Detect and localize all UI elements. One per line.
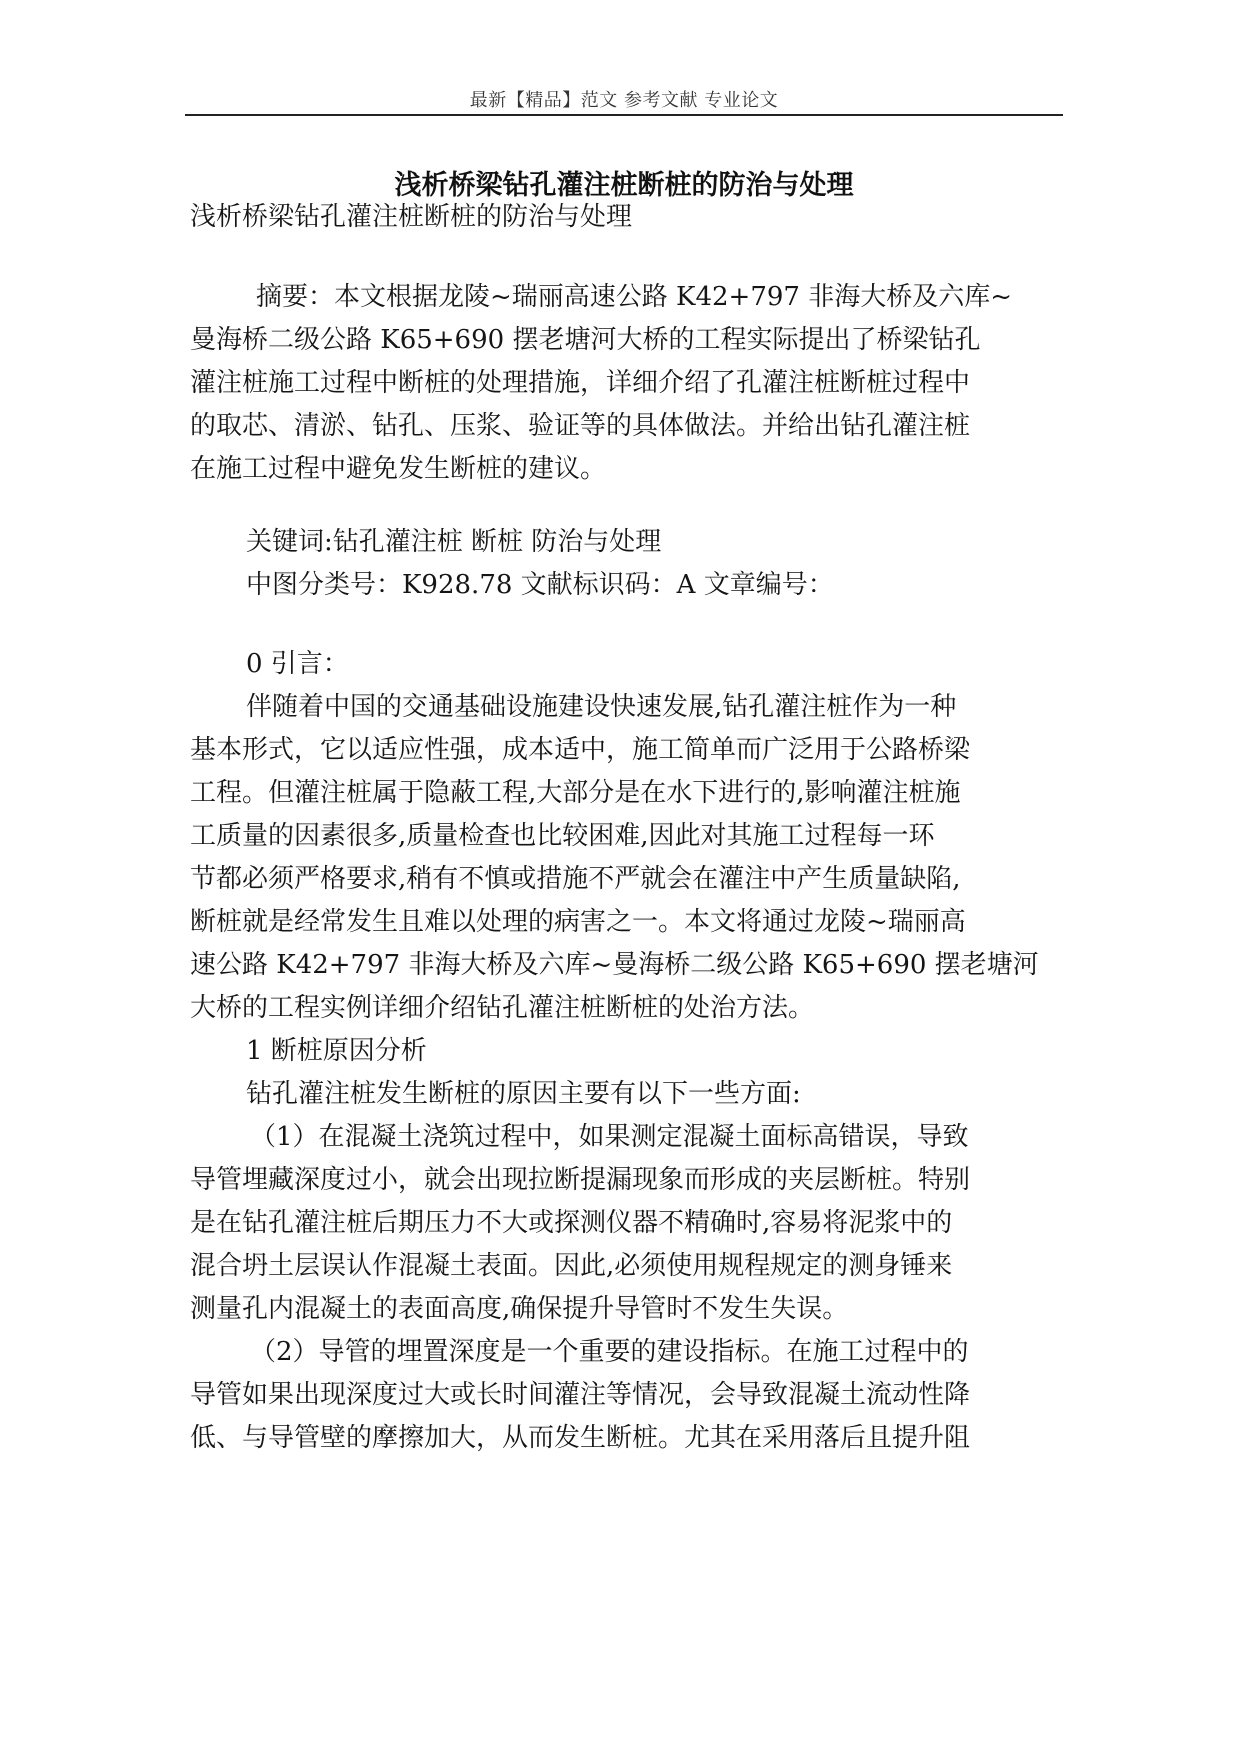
intro-line: 大桥的工程实例详细介绍钻孔灌注桩断桩的处治方法。 <box>190 993 815 1023</box>
classification-line: 中图分类号：K928.78 文献标识码：A 文章编号： <box>246 570 834 600</box>
abstract-line: 摘要：本文根据龙陵~瑞丽高速公路 K42+797 非海大桥及六库~ <box>256 282 1013 312</box>
intro-line: 伴随着中国的交通基础设施建设快速发展,钻孔灌注桩作为一种 <box>246 692 957 722</box>
abstract-line: 的取芯、清淤、钻孔、压浆、验证等的具体做法。并给出钻孔灌注桩 <box>190 411 971 441</box>
header-divider <box>185 114 1063 116</box>
page-header: 最新【精品】范文 参考文献 专业论文 <box>469 90 779 111</box>
abstract-block <box>190 276 1060 491</box>
item1-line: 导管埋藏深度过小，就会出现拉断提漏现象而形成的夹层断桩。特别 <box>190 1165 971 1195</box>
item1-line: （1）在混凝土浇筑过程中，如果测定混凝土面标高错误，导致 <box>250 1122 969 1152</box>
item1-line: 测量孔内混凝土的表面高度,确保提升导管时不发生失误。 <box>190 1294 849 1324</box>
item2-line: 低、与导管壁的摩擦加大，从而发生断桩。尤其在采用落后且提升阻 <box>190 1423 971 1453</box>
item2-line: （2）导管的埋置深度是一个重要的建设指标。在施工过程中的 <box>250 1337 969 1367</box>
document-subtitle: 浅析桥梁钻孔灌注桩断桩的防治与处理 <box>190 202 633 232</box>
intro-line: 基本形式，它以适应性强，成本适中，施工简单而广泛用于公路桥梁 <box>190 735 971 765</box>
item2-line: 导管如果出现深度过大或长时间灌注等情况，会导致混凝土流动性降 <box>190 1380 971 1410</box>
intro-line: 工程。但灌注桩属于隐蔽工程,大部分是在水下进行的,影响灌注桩施 <box>190 778 961 808</box>
abstract-line: 灌注桩施工过程中断桩的处理措施，详细介绍了孔灌注桩断桩过程中 <box>190 368 971 398</box>
keywords-line: 关键词:钻孔灌注桩 断桩 防治与处理 <box>246 527 662 557</box>
item1-line: 是在钻孔灌注桩后期压力不大或探测仪器不精确时,容易将泥浆中的 <box>190 1208 953 1238</box>
intro-line: 速公路 K42+797 非海大桥及六库~曼海桥二级公路 K65+690 摆老塘河 <box>190 950 1039 980</box>
subtitle-block <box>190 196 1060 239</box>
intro-line: 断桩就是经常发生且难以处理的病害之一。本文将通过龙陵~瑞丽高 <box>190 907 966 937</box>
meta-block <box>190 521 1060 607</box>
section1-intro: 钻孔灌注桩发生断桩的原因主要有以下一些方面: <box>246 1079 801 1109</box>
item1-line: 混合坍土层误认作混凝土表面。因此,必须使用规程规定的测身锤来 <box>190 1251 953 1281</box>
intro-heading: 0 引言： <box>246 649 349 679</box>
intro-line: 节都必须严格要求,稍有不慎或措施不严就会在灌注中产生质量缺陷, <box>190 864 961 894</box>
abstract-line: 在施工过程中避免发生断桩的建议。 <box>190 454 607 484</box>
abstract-line: 曼海桥二级公路 K65+690 摆老塘河大桥的工程实际提出了桥梁钻孔 <box>190 325 981 355</box>
document-title: 浅析桥梁钻孔灌注桩断桩的防治与处理 <box>394 170 854 201</box>
intro-line: 工质量的因素很多,质量检查也比较困难,因此对其施工过程每一环 <box>190 821 935 851</box>
intro-block <box>190 643 1060 1460</box>
section1-heading: 1 断桩原因分析 <box>246 1036 427 1066</box>
